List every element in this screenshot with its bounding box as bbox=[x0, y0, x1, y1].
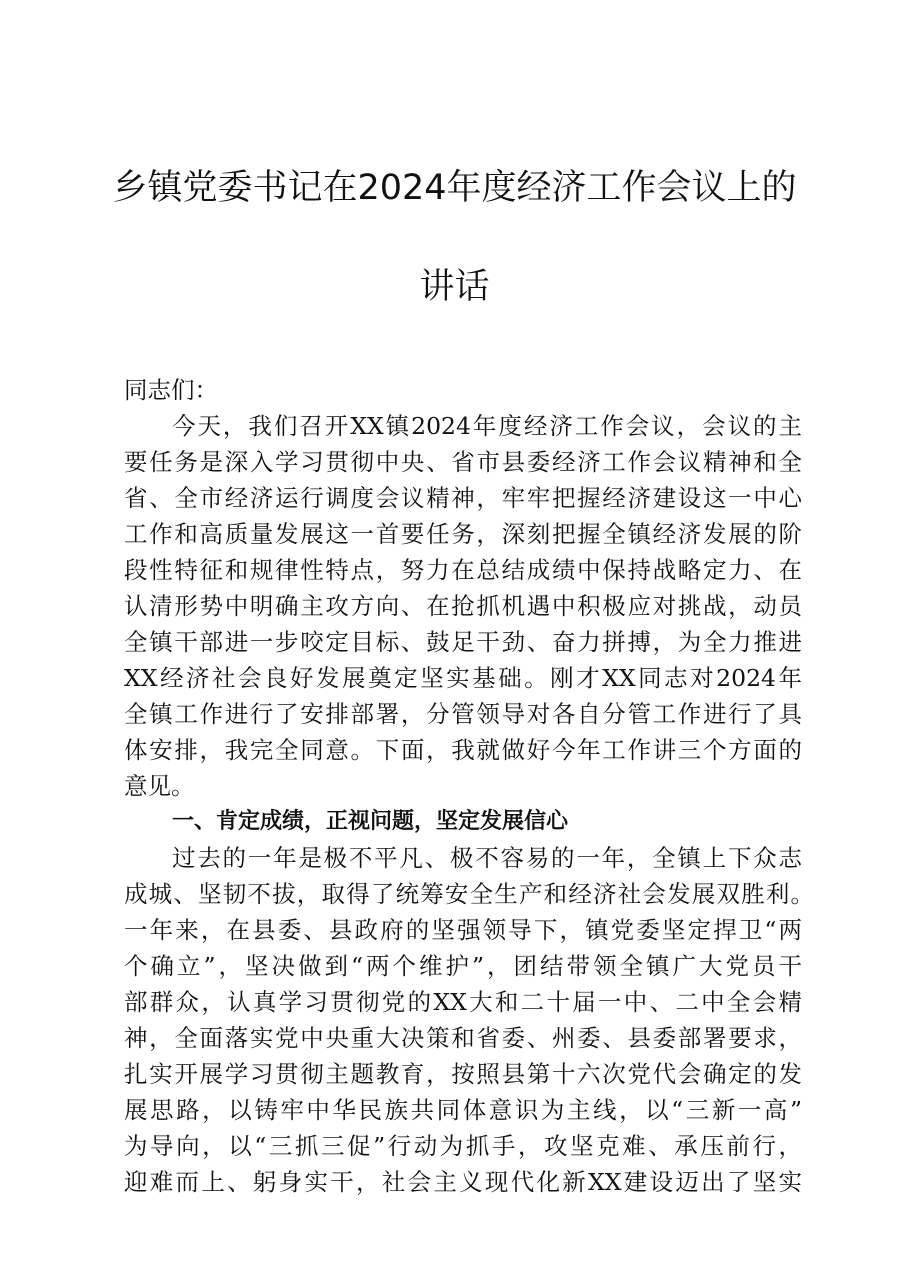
paragraph-line: 个确立”，坚决做到“两个维护”，团结带领全镇广大党员干 bbox=[124, 952, 802, 980]
paragraph-line: 意见。 bbox=[124, 772, 195, 800]
document-title-line-2: 讲话 bbox=[419, 267, 490, 307]
paragraph-line: 工作和高质量发展这一首要任务，深刻把握全镇经济发展的阶 bbox=[124, 520, 802, 548]
paragraph-line: 段性特征和规律性特点，努力在总结成绩中保持战略定力、在 bbox=[124, 556, 802, 584]
paragraph-line: 神，全面落实党中央重大决策和省委、州委、县委部署要求， bbox=[124, 1024, 802, 1052]
paragraph-line: 要任务是深入学习贯彻中央、省市县委经济工作会议精神和全 bbox=[124, 448, 802, 476]
paragraph-line: 今天，我们召开XX镇2024年度经济工作会议，会议的主 bbox=[172, 412, 802, 440]
paragraph-line: 一年来，在县委、县政府的坚强领导下，镇党委坚定捍卫“两 bbox=[124, 916, 802, 944]
document-title-line-1: 乡镇党委书记在2024年度经济工作会议上的 bbox=[112, 168, 797, 208]
paragraph-line: 展思路，以铸牢中华民族共同体意识为主线，以“三新一高” bbox=[124, 1096, 802, 1124]
paragraph-line: 扎实开展学习贯彻主题教育，按照县第十六次党代会确定的发 bbox=[124, 1060, 802, 1088]
salutation: 同志们： bbox=[124, 376, 218, 404]
paragraph-line: 体安排，我完全同意。下面，我就做好今年工作讲三个方面的 bbox=[124, 736, 802, 764]
paragraph-line: XX经济社会良好发展奠定坚实基础。刚才XX同志对2024年 bbox=[124, 664, 802, 692]
paragraph-line: 全镇工作进行了安排部署，分管领导对各自分管工作进行了具 bbox=[124, 700, 802, 728]
paragraph-line: 为导向，以“三抓三促”行动为抓手，攻坚克难、承压前行， bbox=[124, 1132, 802, 1160]
paragraph-line: 迎难而上、躬身实干，社会主义现代化新XX建设迈出了坚实 bbox=[124, 1168, 802, 1196]
paragraph-line: 成城、坚韧不拔，取得了统筹安全生产和经济社会发展双胜利。 bbox=[124, 880, 814, 908]
paragraph-line: 省、全市经济运行调度会议精神，牢牢把握经济建设这一中心 bbox=[124, 484, 802, 512]
paragraph-line: 认清形势中明确主攻方向、在抢抓机遇中积极应对挑战，动员 bbox=[124, 592, 802, 620]
paragraph-line: 全镇干部进一步咬定目标、鼓足干劲、奋力拼搏，为全力推进 bbox=[124, 628, 802, 656]
section-heading-1: 一、肯定成绩，正视问题，坚定发展信心 bbox=[172, 809, 569, 834]
paragraph-line: 过去的一年是极不平凡、极不容易的一年，全镇上下众志 bbox=[172, 844, 802, 872]
paragraph-line: 部群众，认真学习贯彻党的XX大和二十届一中、二中全会精 bbox=[124, 988, 802, 1016]
